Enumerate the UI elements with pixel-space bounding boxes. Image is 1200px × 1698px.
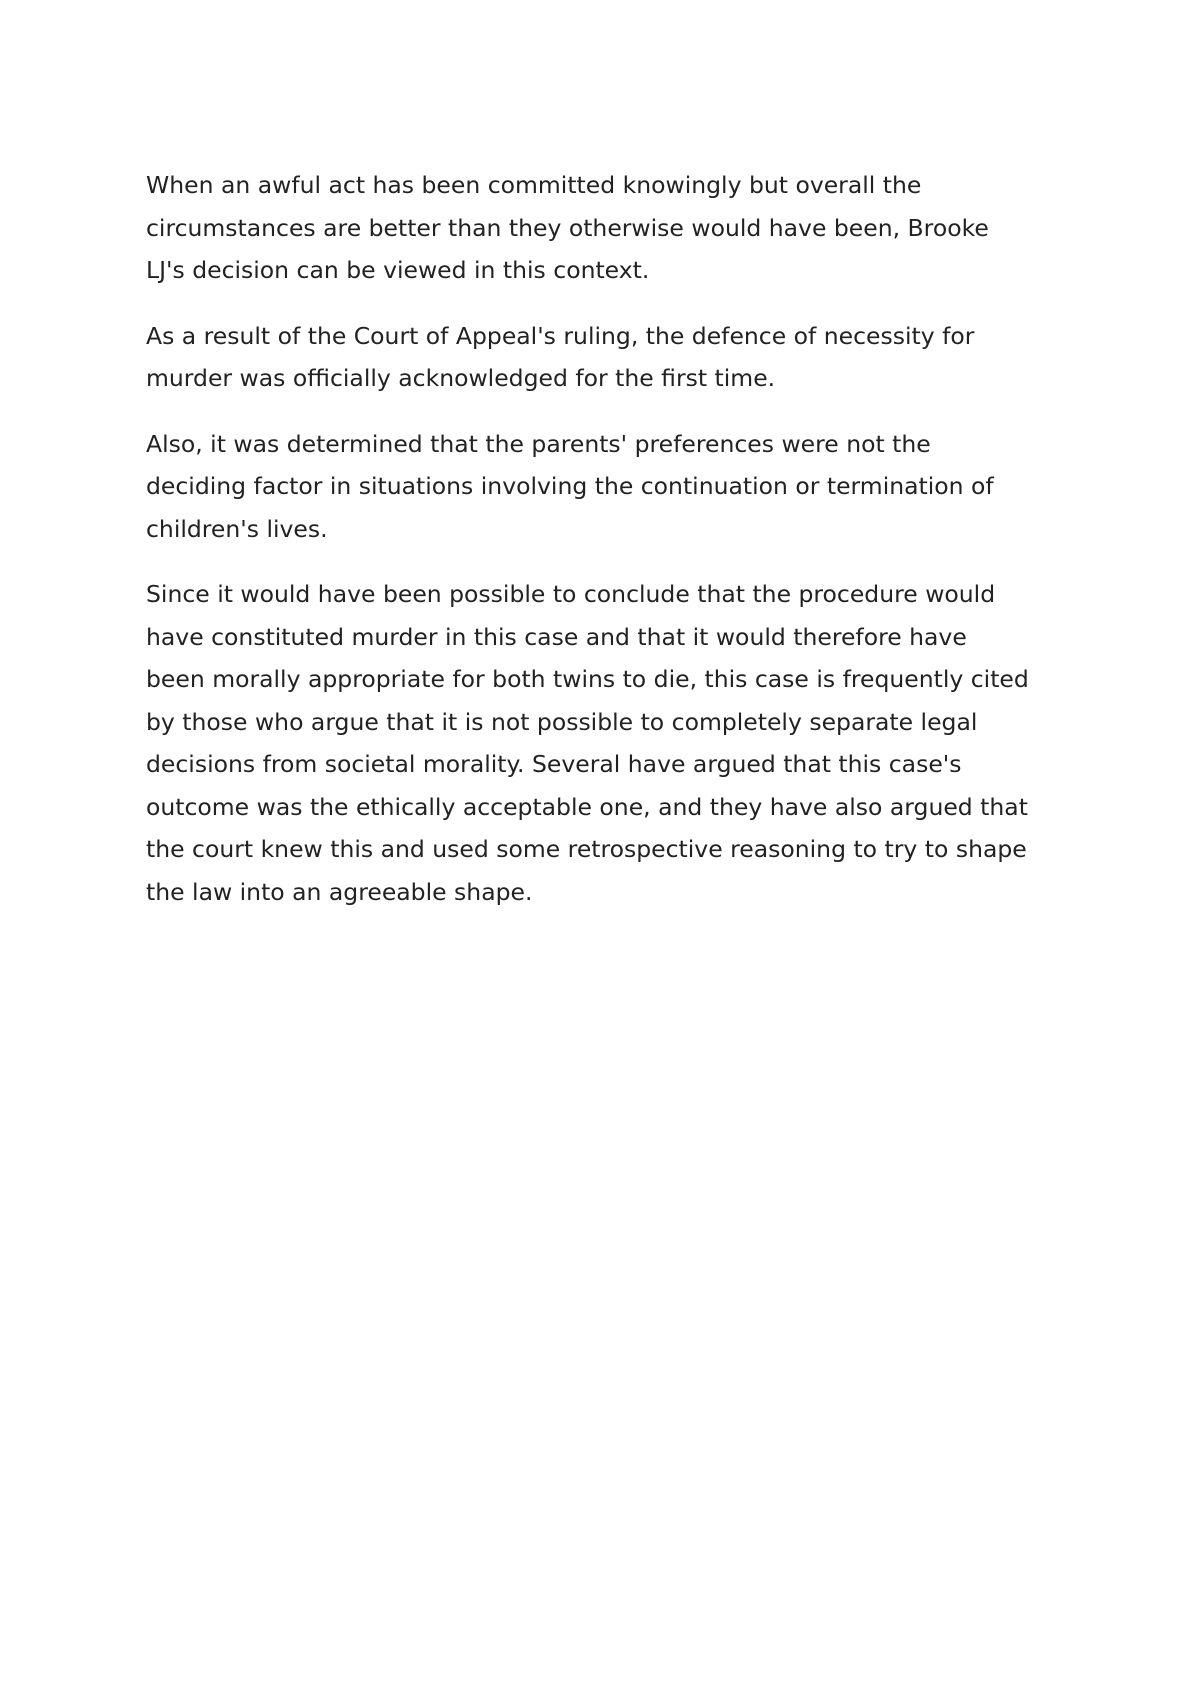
- paragraph-line: the court knew this and used some retrospective reasoning to try to shape: [146, 835, 1027, 863]
- paragraph-line: children's lives.: [146, 514, 328, 543]
- paragraph-line: circumstances are better than they otherwise would have been, Brooke: [146, 213, 989, 242]
- paragraph-line: decisions from societal morality. Several have argued that this case's: [146, 750, 962, 778]
- paragraph-line: When an awful act has been committed knowingly but overall the: [146, 171, 922, 199]
- paragraph-line: been morally appropriate for both twins to die, this case is frequently cited: [146, 665, 1029, 693]
- paragraph-line: Since it would have been possible to conclude that the procedure would: [146, 580, 996, 608]
- paragraph-line: outcome was the ethically acceptable one, and they have also argued that: [146, 792, 1028, 821]
- paragraph-line: the law into an agreeable shape.: [146, 877, 533, 906]
- paragraph-3: [146, 423, 1066, 551]
- paragraph-line: As a result of the Court of Appeal's ruling, the defence of necessity for: [146, 321, 975, 350]
- paragraph-line: by those who argue that it is not possible to completely separate legal: [146, 707, 978, 736]
- paragraph-1: [146, 164, 1066, 292]
- paragraph-line: murder was officially acknowledged for the first time.: [146, 364, 776, 392]
- paragraph-line: deciding factor in situations involving the continuation or termination of: [146, 472, 994, 500]
- paragraph-line: have constituted murder in this case and that it would therefore have: [146, 622, 967, 651]
- paragraph-2: [146, 315, 1066, 400]
- paragraph-line: Also, it was determined that the parents' preferences were not the: [146, 429, 931, 458]
- document-body: [146, 164, 1066, 936]
- paragraph-4: [146, 573, 1066, 913]
- paragraph-line: LJ's decision can be viewed in this context.: [146, 256, 650, 284]
